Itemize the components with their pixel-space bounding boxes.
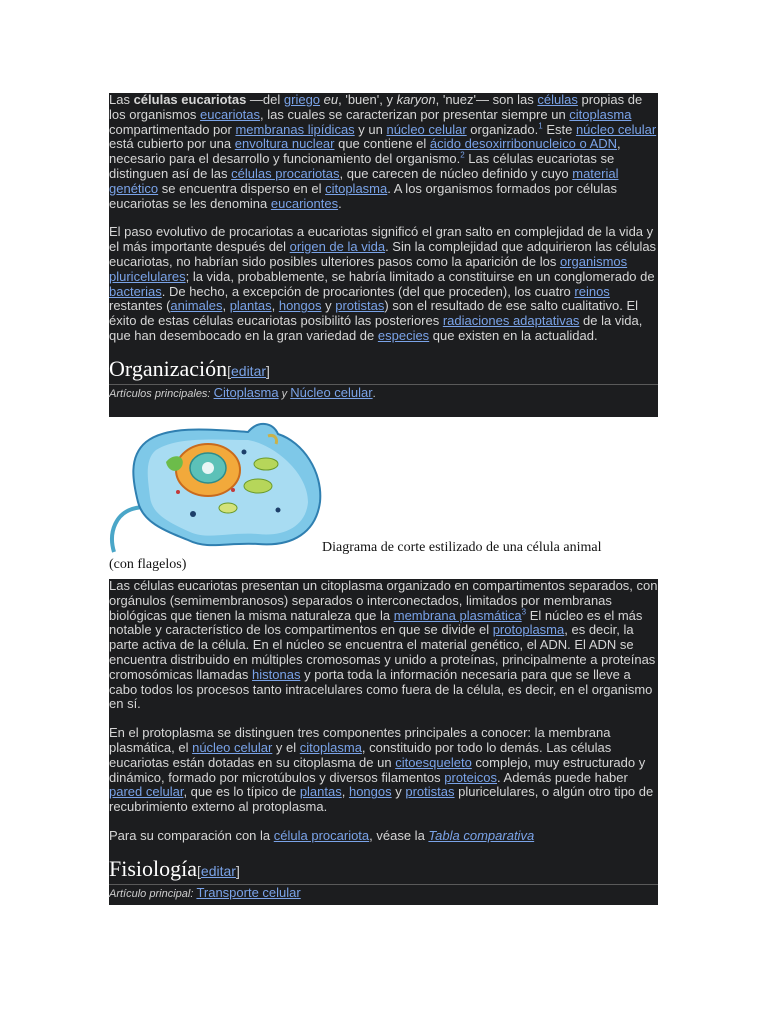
hatnote-prefix: Artículo principal: — [109, 887, 194, 900]
inline-link[interactable]: reinos — [574, 283, 610, 299]
text-run: El paso evolutivo de procariotas a eucariotas significó el gran salto en complejidad de la vida y el más importante después del — [109, 224, 654, 255]
text-run: que existen en la actualidad. — [429, 327, 598, 343]
inline-link[interactable]: organismos pluricelulares — [109, 253, 628, 284]
text-run: y — [321, 298, 336, 314]
edit-link[interactable]: editar — [231, 362, 267, 379]
organizacion-section — [109, 579, 658, 905]
italic-text: eu — [323, 92, 339, 107]
text-run: . — [338, 195, 342, 211]
text-run: y porta toda la información necesaria para que se lleve a cabo todos los procesos tanto intracelulares como fuera de la célula, es decir, en el organismo en sí. — [109, 666, 653, 712]
inline-link[interactable]: especies — [377, 327, 430, 343]
text-run: ) son el resultado de ese salto cualitativo. El éxito de estas células eucariotas posibilitó las posteriores — [109, 298, 639, 329]
text-run: , necesario para el desarrollo y funcionamiento del organismo. — [109, 136, 621, 167]
inline-link[interactable]: plantas — [299, 784, 342, 800]
text-run: En el protoplasma se distinguen tres componentes principales a conocer: la membrana plasmática, el — [109, 725, 611, 755]
text-run: , constituido por todo lo demás. Las células eucariotas están dotadas en su citoplasma de un — [109, 739, 612, 770]
text-run: , — [271, 298, 279, 314]
text-run: El núcleo es el más notable y característico de los compartimentos en que se divide el — [109, 607, 643, 638]
inline-link[interactable]: células procariotas — [231, 165, 340, 181]
inline-link[interactable]: protistas — [335, 298, 385, 314]
text-run: propias de los organismos — [109, 92, 643, 122]
reference-link[interactable]: 3 — [521, 607, 527, 617]
text-run: que contiene el — [334, 136, 430, 152]
hatnote-link-citoplasma[interactable]: Citoplasma — [213, 384, 279, 400]
text-run: Las células eucariotas se distinguen así de las — [109, 151, 615, 181]
heading-text: Fisiología — [109, 855, 198, 881]
text-run: , es decir, la parte activa de la célula. En el núcleo se encuentra el material genético, el ADN. El ADN se encuentra distribuido en múltiples cromosomas y unido a proteínas, principalmente a proteínas cromosómicas llamadas — [109, 622, 656, 682]
inline-link[interactable]: Tabla comparativa — [428, 827, 535, 843]
inline-link[interactable]: bacterias — [109, 283, 162, 299]
text-run: . Además puede haber — [497, 769, 628, 785]
intro-paragraph-2 — [109, 225, 658, 343]
inline-link[interactable]: citoplasma — [569, 106, 632, 122]
inline-link[interactable]: citoesqueleto — [395, 754, 472, 770]
text-run: —del — [246, 92, 284, 107]
animal-cell-illustration — [108, 422, 328, 557]
intro-paragraph-1 — [109, 93, 658, 211]
text-run: ; la vida, probablemente, se habría limitado a constituirse en un conglomerado de — [185, 268, 655, 284]
hatnote — [109, 885, 658, 902]
inline-link[interactable]: griego — [283, 92, 321, 107]
inline-link[interactable]: núcleo celular — [575, 121, 657, 137]
inline-link[interactable]: plantas — [229, 298, 272, 314]
text-run: y un — [354, 121, 387, 137]
text-run: , véase la — [369, 827, 429, 843]
inline-link[interactable]: citoplasma — [325, 180, 388, 196]
text-run: organizado. — [466, 121, 539, 137]
inline-link[interactable]: eucariotas — [200, 106, 261, 122]
inline-link[interactable]: ácido desoxirribonucleico o ADN — [429, 136, 618, 152]
inline-link[interactable]: protoplasma — [492, 622, 565, 638]
hatnote-conjunction: y — [281, 387, 288, 400]
bold-text: células eucariotas — [133, 92, 247, 107]
inline-link[interactable]: membrana plasmática — [393, 607, 522, 623]
text-run: . Sin la complejidad que adquirieron las células eucariotas, no habrían sido posibles ulteriores pasos como la aparición de los — [109, 239, 657, 269]
hatnote-prefix: Artículos principales: — [109, 387, 211, 400]
italic-text: karyon — [396, 92, 436, 107]
text-run: , que es lo típico de — [183, 784, 300, 800]
inline-link[interactable]: citoplasma — [299, 739, 362, 755]
hatnote-link-transporte[interactable]: Transporte celular — [196, 884, 301, 900]
text-run: se encuentra disperso en el — [158, 180, 326, 196]
text-run: Para su comparación con la — [109, 827, 274, 843]
text-run: pluricelulares, o algún otro tipo de recubrimiento externo al protoplasma. — [109, 784, 654, 815]
inline-link[interactable]: hongos — [278, 298, 322, 314]
inline-link[interactable]: radiaciones adaptativas — [442, 313, 580, 329]
text-run: , — [222, 298, 230, 314]
text-run: de la vida, que han desembocado en la gran variedad de — [109, 313, 643, 343]
text-run: y el — [272, 739, 300, 755]
text-run: restantes ( — [109, 298, 171, 314]
edit-section-organizacion: [editar] — [227, 362, 270, 379]
organizacion-paragraph-2 — [109, 726, 658, 815]
inline-link[interactable]: origen de la vida — [289, 239, 386, 255]
inline-link[interactable]: protistas — [405, 784, 455, 800]
text-run: , las cuales se caracterizan por presentar siempre un — [260, 106, 570, 122]
text-run: . A los organismos formados por células eucariotas se les denomina — [109, 180, 618, 211]
inline-link[interactable]: proteicos — [444, 769, 498, 785]
hatnote-link-nucleo[interactable]: Núcleo celular — [290, 384, 373, 400]
inline-link[interactable]: histonas — [252, 666, 301, 682]
inline-link[interactable]: núcleo celular — [192, 739, 273, 755]
heading-text: Organización — [109, 355, 228, 381]
reference-link[interactable]: 2 — [460, 150, 465, 160]
text-run: y — [391, 784, 406, 800]
intro-section — [109, 93, 658, 417]
inline-link[interactable]: animales — [170, 298, 223, 314]
heading-fisiologia — [109, 856, 658, 884]
inline-link[interactable]: envoltura nuclear — [234, 136, 335, 152]
text-run: complejo, muy estructurado y dinámico, formado por microtúbulos y diversos filamentos — [109, 754, 646, 785]
inline-link[interactable]: material genético — [109, 165, 619, 196]
edit-link[interactable]: editar — [200, 862, 236, 879]
inline-link[interactable]: células — [537, 92, 578, 107]
text-run: . De hecho, a excepción de procariontes (del que proceden), los cuatro — [161, 283, 575, 299]
reference-link[interactable]: 1 — [538, 121, 543, 131]
edit-section-fisiologia: [editar] — [197, 862, 240, 879]
inline-link[interactable]: hongos — [348, 784, 392, 800]
text-run: compartimentado por — [109, 121, 236, 137]
organizacion-paragraph-3 — [109, 829, 658, 844]
figure-caption-line-1: Diagrama de corte estilizado de una célula animal — [322, 540, 602, 555]
inline-link[interactable]: eucariontes — [270, 195, 339, 211]
text-run: , — [341, 784, 349, 800]
inline-link[interactable]: célula procariota — [273, 827, 370, 843]
hatnote: Artículos principales: Citoplasma y Núcleo celular. — [109, 384, 376, 400]
text-run: , 'buen', y — [338, 92, 397, 107]
text-run: , que carecen de núcleo definido y cuyo — [339, 165, 573, 181]
inline-link[interactable]: pared celular — [109, 784, 184, 800]
organizacion-paragraph-1 — [109, 579, 658, 712]
inline-link[interactable]: núcleo celular — [386, 121, 467, 137]
inline-link[interactable]: membranas lipídicas — [235, 121, 355, 137]
text-run: Las células eucariotas presentan un citoplasma organizado en compartimentos separados, con orgánulos (semimembranosos) separados o interconectados, limitados por membranas biológicas que tienen la misma naturaleza que la — [109, 578, 658, 623]
text-run: Las — [109, 92, 134, 107]
figure-caption-line-2: (con flagelos) — [109, 557, 187, 572]
text-run: , 'nuez'— son las — [435, 92, 538, 107]
text-run: está cubierto por una — [109, 136, 235, 152]
heading-organizacion — [109, 356, 658, 384]
text-run: Este — [542, 121, 576, 137]
